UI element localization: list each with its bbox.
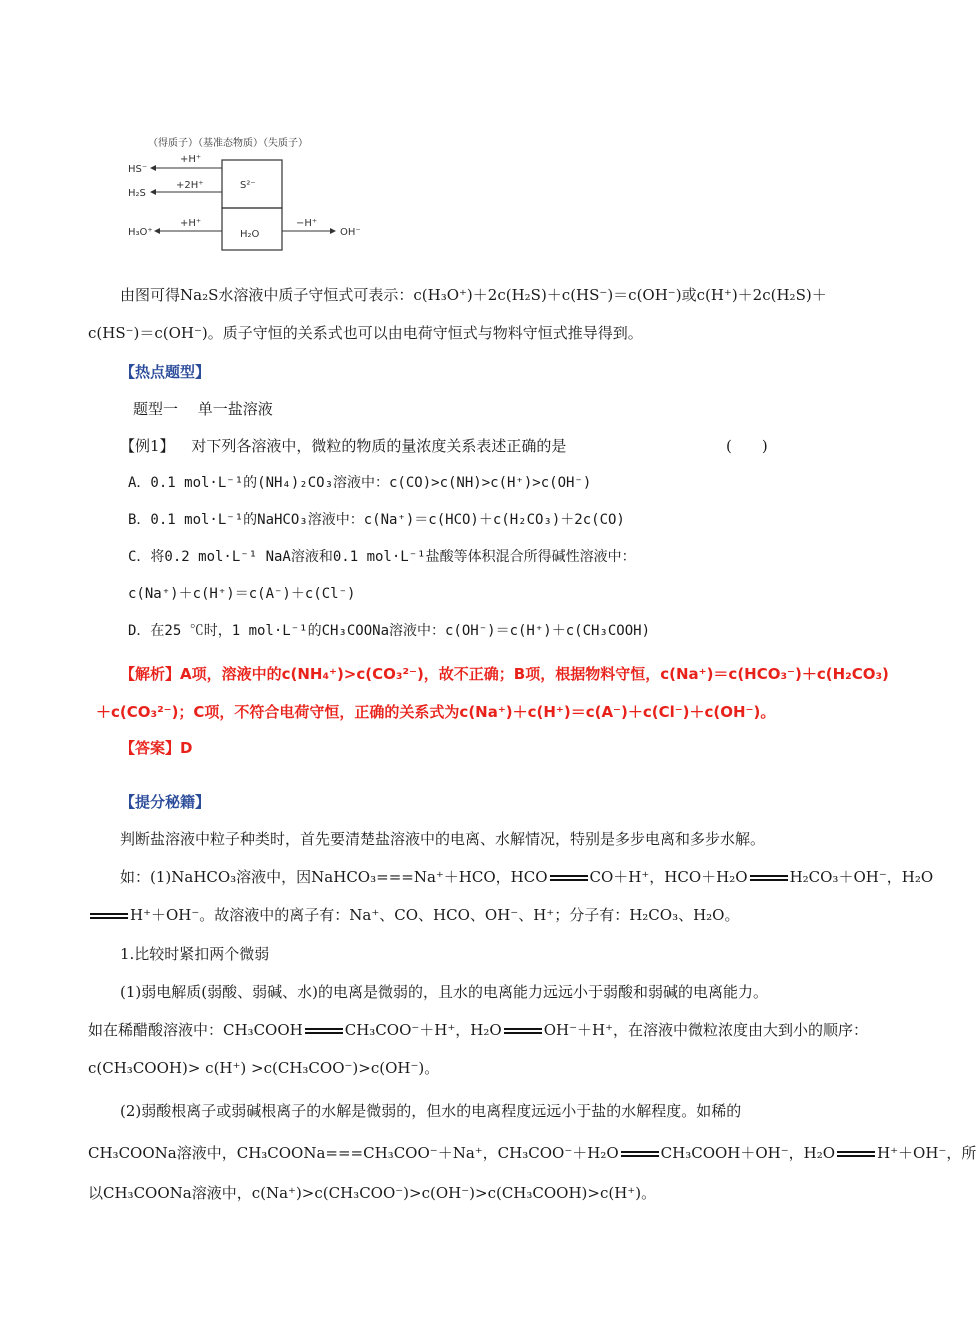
tips-line1: 判断盐溶液中粒子种类时，首先要清楚盐溶液中的电离、水解情况，特别是多步电离和多步水解。 [120, 830, 766, 848]
equilibrium-arrow-icon [90, 912, 128, 920]
arrow-label-3: +H⁺ [180, 218, 202, 229]
equilibrium-arrow-icon [750, 874, 788, 882]
p1-part-b: CH₃COO⁻＋H⁺，H₂O [344, 1021, 502, 1039]
type-title: 题型一 单一盐溶液 [133, 400, 273, 418]
p1-part-c: OH⁻＋H⁺，在溶液中微粒浓度由大到小的顺序： [543, 1021, 868, 1039]
left-species-h2s: H₂S [128, 188, 146, 199]
right-species-oh: OH⁻ [340, 227, 361, 238]
eg-part-a: 如：(1)NaHCO₃溶液中，因NaHCO₃===Na⁺＋HCO，HCO [120, 868, 548, 886]
diagram-header: （得质子）（基准态物质）（失质子） [148, 138, 308, 149]
p1-part-a: 如在稀醋酸溶液中：CH₃COOH [88, 1021, 303, 1039]
option-c: C．将0.2 mol·L⁻¹ NaA溶液和0.1 mol·L⁻¹盐酸等体积混合所得碱性溶液中： [128, 549, 636, 565]
analysis-line2: ＋c(CO₃²⁻)；C项，不符合电荷守恒，正确的关系式为c(Na⁺)＋c(H⁺)＝c(A⁻)＋c(Cl⁻)＋c(OH⁻)。 [96, 703, 776, 721]
para1-line1: 由图可得Na₂S水溶液中质子守恒式可表示：c(H₃O⁺)＋2c(H₂S)＋c(HS⁻)＝c(OH⁻)或c(H⁺)＋2c(H₂S)＋ [120, 286, 827, 304]
example-nahco3-line [120, 867, 933, 887]
p1-line2 [88, 1020, 868, 1040]
analysis-line1: 【解析】A项，溶液中的c(NH₄⁺)>c(CO₃²⁻)，故不正确；B项，根据物料守恒，c(Na⁺)＝c(HCO₃⁻)＋c(H₂CO₃) [120, 665, 889, 683]
p2-part-a: CH₃COONa溶液中，CH₃COONa===CH₃COO⁻＋Na⁺，CH₃COO⁻＋H₂O [88, 1144, 619, 1162]
equilibrium-arrow-icon [837, 1150, 875, 1158]
left-species-h3o: H₃O⁺ [128, 227, 153, 238]
equilibrium-arrow-icon [504, 1027, 542, 1035]
equilibrium-arrow-icon [550, 874, 588, 882]
tips-title: 【提分秘籍】 [120, 793, 211, 811]
example-question: 对下列各溶液中，微粒的物质的量浓度关系表述正确的是 [191, 437, 567, 455]
option-c-line2: c(Na⁺)＋c(H⁺)＝c(A⁻)＋c(Cl⁻) [128, 586, 356, 602]
example-paren: ( ) [726, 437, 768, 455]
section1-title: 1.比较时紧扣两个微弱 [120, 945, 270, 963]
example-label: 【例1】 [120, 437, 175, 455]
p2-line1: (2)弱酸根离子或弱碱根离子的水解是微弱的，但水的电离程度远远小于盐的水解程度。如稀的 [120, 1102, 742, 1120]
left-species-hs: HS⁻ [128, 164, 148, 175]
eg-part-c: H₂CO₃＋OH⁻，H₂O [789, 868, 934, 886]
answer: 【答案】D [120, 739, 193, 757]
eg-part-d: H⁺＋OH⁻。故溶液中的离子有：Na⁺、CO、HCO、OH⁻、H⁺；分子有：H₂CO₃、H₂O。 [130, 906, 740, 924]
option-d: D．在25 ℃时，1 mol·L⁻¹的CH₃COONa溶液中：c(OH⁻)＝c(H⁺)＋c(CH₃COOH) [128, 623, 651, 639]
base-species-s2: S²⁻ [240, 180, 256, 191]
proton-balance-diagram [122, 132, 372, 252]
eg-part-b: CO＋H⁺，HCO＋H₂O [589, 868, 748, 886]
right-arrow-label: −H⁺ [296, 218, 318, 229]
hot-title: 【热点题型】 [120, 363, 211, 381]
para1-line2: c(HS⁻)＝c(OH⁻)。质子守恒的关系式也可以由电荷守恒式与物料守恒式推导得到。 [88, 324, 643, 342]
equilibrium-arrow-icon [621, 1150, 659, 1158]
base-species-h2o: H₂O [240, 229, 260, 240]
option-a: A．0.1 mol·L⁻¹的(NH₄)₂CO₃溶液中：c(CO)>c(NH)>c(H⁺)>c(OH⁻) [128, 475, 592, 491]
p2-line2 [88, 1143, 976, 1163]
arrow-label-2: +2H⁺ [176, 180, 204, 191]
arrow-label-1: +H⁺ [180, 154, 202, 165]
p1-line3: c(CH₃COOH)> c(H⁺) >c(CH₃COO⁻)>c(OH⁻)。 [88, 1059, 440, 1077]
p2-part-b: CH₃COOH＋OH⁻，H₂O [660, 1144, 836, 1162]
example-question-row [120, 436, 566, 456]
p1-line1: (1)弱电解质(弱酸、弱碱、水)的电离是微弱的，且水的电离能力远远小于弱酸和弱碱的电离能力。 [120, 983, 768, 1001]
option-b: B．0.1 mol·L⁻¹的NaHCO₃溶液中：c(Na⁺)＝c(HCO)＋c(H₂CO₃)＋2c(CO) [128, 512, 625, 528]
example-nahco3-line2 [88, 905, 739, 925]
p2-line3: 以CH₃COONa溶液中，c(Na⁺)>c(CH₃COO⁻)>c(OH⁻)>c(CH₃COOH)>c(H⁺)。 [88, 1184, 657, 1202]
equilibrium-arrow-icon [305, 1027, 343, 1035]
p2-part-c: H⁺＋OH⁻，所 [877, 1144, 976, 1162]
